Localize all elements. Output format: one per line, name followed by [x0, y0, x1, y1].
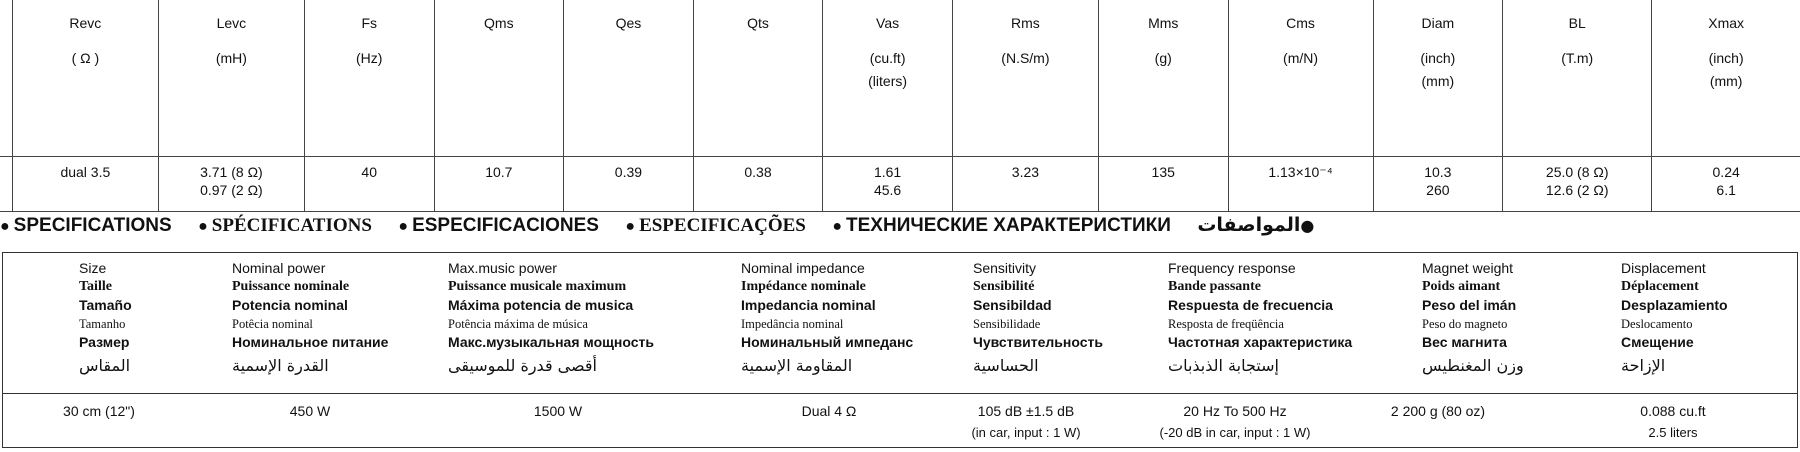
spec-label: Tamaño — [79, 297, 132, 313]
spec-label-column — [232, 259, 388, 380]
param-value: 260 — [1426, 182, 1450, 198]
param-value: 0.39 — [614, 164, 643, 180]
spec-label: Respuesta de frecuencia — [1168, 297, 1333, 313]
spec-label: Nominal impedance — [741, 260, 865, 276]
param-name: Rms — [1011, 15, 1040, 31]
spec-label: Frequency response — [1168, 260, 1296, 276]
header-cell — [304, 0, 434, 157]
param-value: 3.71 (8 Ω) — [200, 164, 263, 180]
param-name: Qms — [484, 15, 514, 31]
spec-label: Номинальное питание — [232, 334, 389, 350]
param-unit: (N.S/m) — [1001, 50, 1050, 66]
spec-label: Déplacement — [1621, 278, 1699, 294]
value-cell — [158, 157, 304, 212]
spec-label: وزن المغنطيس — [1422, 355, 1524, 375]
param-name: Qts — [747, 15, 769, 31]
param-value: 3.23 — [1011, 164, 1040, 180]
value-cell — [952, 157, 1098, 212]
header-cell — [1652, 0, 1800, 157]
spec-label: Poids aimant — [1422, 278, 1501, 294]
spec-label: الإزاحة — [1621, 355, 1666, 375]
spec-label: Nominal power — [232, 260, 326, 276]
spec-title-ar: المواصفات● — [1197, 214, 1315, 236]
value-cell — [564, 157, 694, 212]
value-cell — [434, 157, 564, 212]
param-name: Mms — [1148, 15, 1179, 31]
spec-label-column — [741, 259, 913, 380]
spec-label: المقاومة الإسمية — [741, 355, 853, 375]
spec-label: Taille — [79, 278, 112, 294]
spec-label: Potencia nominal — [232, 297, 348, 313]
param-name: Fs — [361, 15, 377, 31]
param-unit: (mH) — [215, 50, 247, 66]
spec-divider — [3, 393, 1797, 394]
spec-value-line: 2.5 liters — [1648, 425, 1698, 440]
param-unit: (mm) — [1421, 73, 1455, 89]
spec-title-es: ● ESPECIFICACIONES — [398, 215, 599, 236]
value-cell — [1373, 157, 1503, 212]
spec-label-column — [79, 259, 132, 380]
spec-label: Номинальный импеданс — [741, 334, 914, 350]
header-cell — [952, 0, 1098, 157]
spec-title-en: ● SPECIFICATIONS — [0, 215, 172, 236]
param-unit: (Hz) — [356, 50, 383, 66]
param-name: Diam — [1421, 15, 1455, 31]
value-cell — [1652, 157, 1800, 212]
spec-value-line: 2 200 g (80 oz) — [1390, 403, 1486, 419]
spec-label: Sensibilidade — [973, 316, 1041, 331]
param-unit: (m/N) — [1283, 50, 1319, 66]
table-value-row — [0, 157, 1800, 212]
spec-value-line: 0.088 cu.ft — [1640, 403, 1706, 419]
param-value: 45.6 — [873, 182, 902, 198]
value-cell — [0, 157, 12, 212]
param-unit: (T.m) — [1561, 50, 1594, 66]
param-name: Revc — [69, 15, 102, 31]
param-name: Cms — [1286, 15, 1315, 31]
header-cell — [564, 0, 694, 157]
spec-label: Size — [79, 260, 107, 276]
spec-label-column — [1168, 259, 1352, 380]
spec-label: Resposta de freqüência — [1168, 316, 1284, 331]
param-unit: (cu.ft) — [869, 50, 906, 66]
param-value: 12.6 (2 Ω) — [1545, 182, 1609, 198]
spec-value-line: 20 Hz To 500 Hz — [1183, 403, 1287, 419]
spec-value-line: (-20 dB in car, input : 1 W) — [1159, 425, 1311, 440]
spec-label: Impedância nominal — [741, 316, 844, 331]
header-cell — [1373, 0, 1503, 157]
value-cell — [1098, 157, 1228, 212]
spec-label: أقصى قدرة للموسيقى — [448, 355, 597, 375]
spec-label: Potêcia nominal — [232, 316, 313, 331]
value-cell — [823, 157, 953, 212]
spec-label: المقاس — [79, 355, 131, 375]
param-value: 1.61 — [873, 164, 902, 180]
spec-label: Puissance nominale — [232, 278, 350, 294]
spec-value-line: 1500 W — [533, 403, 583, 419]
param-unit: ( Ω ) — [71, 50, 100, 66]
param-value: 0.38 — [744, 164, 772, 180]
spec-label: Sensibilité — [973, 278, 1035, 294]
param-value: dual 3.5 — [60, 164, 111, 180]
param-value: 6.1 — [1716, 182, 1736, 198]
spec-label: Displacement — [1621, 260, 1706, 276]
spec-label-column — [448, 259, 654, 380]
param-value: 0.24 — [1712, 164, 1740, 180]
spec-value — [1328, 401, 1548, 422]
param-name: Levc — [216, 15, 247, 31]
spec-label-column — [1621, 259, 1728, 380]
spec-label: Puissance musicale maximum — [448, 278, 627, 294]
header-cell — [1228, 0, 1373, 157]
spec-value-line: 30 cm (12") — [63, 403, 135, 419]
spec-label: Peso do magneto — [1422, 316, 1508, 331]
param-unit: (liters) — [868, 73, 908, 89]
param-unit: (g) — [1154, 50, 1172, 66]
value-cell — [304, 157, 434, 212]
spec-label: Potência máxima de música — [448, 316, 588, 331]
value-cell — [693, 157, 823, 212]
spec-label-column — [1422, 259, 1524, 380]
spec-label: Máxima potencia de musica — [448, 297, 634, 313]
header-cell — [693, 0, 823, 157]
spec-label: Desplazamiento — [1621, 297, 1728, 313]
param-name: BL — [1568, 15, 1586, 31]
param-value: 135 — [1151, 164, 1175, 180]
spec-title-ru: ● ТЕХНИЧЕСКИЕ ХАРАКТЕРИСТИКИ — [832, 215, 1171, 236]
specifications-title-bar — [0, 214, 1800, 244]
param-name: Qes — [615, 15, 642, 31]
spec-value — [1563, 401, 1783, 443]
spec-label: Peso del imán — [1422, 297, 1517, 313]
param-value: 40 — [361, 164, 377, 180]
ts-parameter-table — [0, 0, 1800, 212]
value-cell — [12, 157, 158, 212]
header-cell — [1098, 0, 1228, 157]
spec-value — [448, 401, 668, 422]
param-name: Vas — [876, 15, 900, 31]
spec-value-line: 105 dB ±1.5 dB — [977, 403, 1075, 419]
param-value: 25.0 (8 Ω) — [1545, 164, 1609, 180]
spec-label: Tamanho — [79, 316, 126, 331]
param-name: Xmax — [1708, 15, 1745, 31]
param-unit: (inch) — [1708, 50, 1744, 66]
table-header-row — [0, 0, 1800, 157]
param-value: 10.7 — [485, 164, 513, 180]
spec-value — [719, 401, 939, 422]
spec-value-line: 450 W — [289, 403, 331, 419]
spec-value — [200, 401, 420, 422]
spec-label: Макс.музыкальная мощность — [448, 334, 655, 350]
header-cell — [12, 0, 158, 157]
spec-value — [916, 401, 1136, 443]
header-cell — [158, 0, 304, 157]
spec-label: Bande passante — [1168, 278, 1261, 294]
spec-label: الحساسية — [973, 355, 1039, 375]
spec-label: Sensibildad — [973, 297, 1052, 313]
spec-label: Размер — [79, 334, 130, 350]
spec-label: Смещение — [1621, 334, 1694, 350]
spec-label: Impedancia nominal — [741, 297, 876, 313]
param-unit: (mm) — [1709, 73, 1743, 89]
header-cell — [0, 0, 12, 157]
specifications-box — [2, 252, 1798, 448]
value-cell — [1228, 157, 1373, 212]
value-cell — [1503, 157, 1652, 212]
header-cell — [434, 0, 564, 157]
param-unit: (inch) — [1420, 50, 1456, 66]
spec-title-pt: ● ESPECIFICAÇÕES — [625, 215, 806, 236]
spec-label: Чувствительность — [973, 334, 1103, 350]
spec-label-column — [973, 259, 1103, 380]
spec-label: Magnet weight — [1422, 260, 1514, 276]
spec-title-fr: ● SPÉCIFICATIONS — [198, 215, 372, 236]
spec-value — [0, 401, 209, 422]
spec-label: Sensitivity — [973, 260, 1037, 276]
param-value: 0.97 (2 Ω) — [200, 182, 263, 198]
spec-label: إستجابة الذبذبات — [1168, 355, 1279, 375]
header-cell — [1503, 0, 1652, 157]
spec-value-line: Dual 4 Ω — [801, 403, 857, 419]
spec-label: Вес магнита — [1422, 334, 1507, 350]
spec-label: Deslocamento — [1621, 316, 1693, 331]
spec-value — [1125, 401, 1345, 443]
spec-label: القدرة الإسمية — [232, 355, 329, 375]
param-value: 10.3 — [1424, 164, 1452, 180]
header-cell — [823, 0, 953, 157]
spec-label: Max.music power — [448, 260, 557, 276]
spec-label: Частотная характеристика — [1168, 334, 1353, 350]
spec-label: Impédance nominale — [741, 278, 866, 294]
param-value: 1.13×10⁻⁴ — [1268, 164, 1333, 180]
spec-value-line: (in car, input : 1 W) — [971, 425, 1081, 440]
